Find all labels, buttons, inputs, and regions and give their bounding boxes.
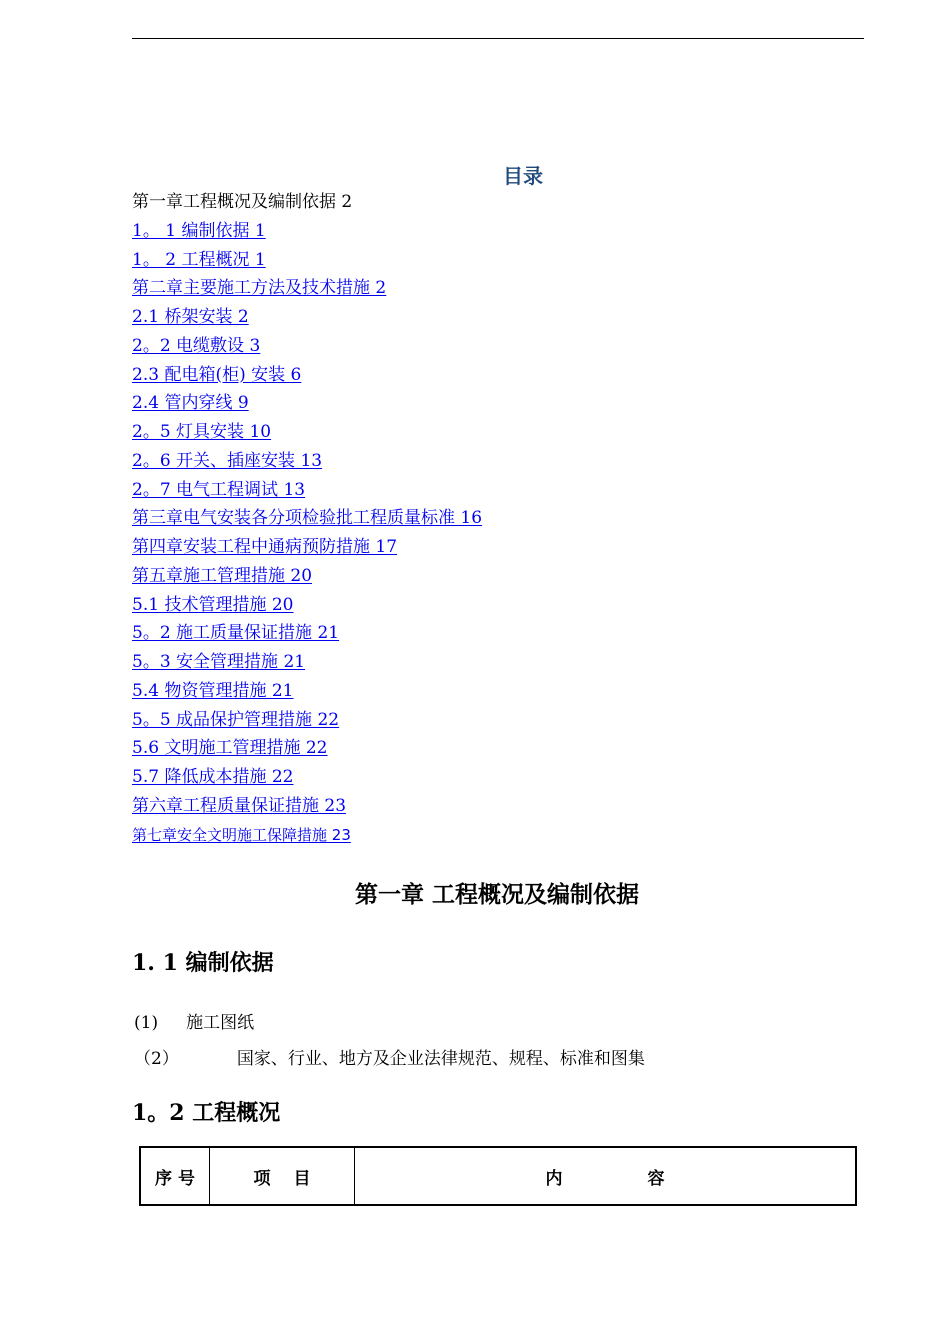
basis-item-1 (134, 1008, 254, 1033)
basis-item-number: （2） (134, 1049, 179, 1069)
toc-entry-19[interactable]: 5.6 文明施工管理措施 22 (132, 738, 328, 759)
header-rule (132, 38, 864, 39)
toc-entry-21[interactable]: 第六章工程质量保证措施 23 (132, 795, 347, 816)
header-serial: 序 号 (140, 1147, 210, 1205)
table-of-contents (132, 188, 482, 849)
overview-table (139, 1146, 857, 1206)
toc-entry-8[interactable]: 2。5 灯具安装 10 (132, 422, 272, 442)
toc-entry-7[interactable]: 2.4 管内穿线 9 (132, 393, 249, 414)
basis-item-2 (134, 1044, 645, 1069)
toc-entry-20[interactable]: 5.7 降低成本措施 22 (132, 767, 294, 787)
toc-entry-18[interactable]: 5。5 成品保护管理措施 22 (132, 709, 340, 730)
basis-item-number: (1) (134, 1013, 159, 1033)
section-heading-basis: 1. 1 编制依据 (132, 950, 274, 976)
toc-entry-12[interactable]: 第四章安装工程中通病预防措施 17 (132, 537, 398, 557)
toc-entry-9[interactable]: 2。6 开关、插座安装 13 (132, 450, 323, 471)
header-content: 内 容 (355, 1147, 857, 1205)
basis-item-text: 国家、行业、地方及企业法律规范、规程、标准和图集 (236, 1049, 645, 1069)
toc-entry-16[interactable]: 5。3 安全管理措施 21 (132, 652, 306, 672)
toc-entry-1[interactable]: 1。 1 编制依据 1 (132, 220, 266, 241)
table-header-row (140, 1147, 856, 1205)
section-heading-overview: 1。2 工程概况 (132, 1100, 281, 1126)
toc-entry-5[interactable]: 2。2 电缆敷设 3 (132, 335, 261, 356)
toc-entry-14[interactable]: 5.1 技术管理措施 20 (132, 594, 294, 615)
basis-item-text: 施工图纸 (186, 1013, 255, 1033)
toc-entry-3[interactable]: 第二章主要施工方法及技术措施 2 (132, 278, 387, 299)
toc-entry-2[interactable]: 1。 2 工程概况 1 (132, 249, 266, 270)
toc-entry-11[interactable]: 第三章电气安装各分项检验批工程质量标准 16 (132, 508, 483, 529)
toc-title: 目录 (503, 164, 543, 188)
chapter-heading: 第一章 工程概况及编制依据 (354, 881, 639, 908)
toc-entry-22[interactable]: 第七章安全文明施工保障措施 23 (132, 825, 351, 844)
toc-entry-13[interactable]: 第五章施工管理措施 20 (132, 565, 313, 586)
toc-entry-15[interactable]: 5。2 施工质量保证措施 21 (132, 623, 340, 644)
toc-entry-17[interactable]: 5.4 物资管理措施 21 (132, 680, 294, 701)
toc-entry-4[interactable]: 2.1 桥架安装 2 (132, 307, 249, 327)
toc-entry-0: 第一章工程概况及编制依据 2 (132, 192, 353, 212)
header-item: 项 目 (210, 1147, 355, 1205)
toc-entry-6[interactable]: 2.3 配电箱(柜) 安装 6 (132, 364, 302, 385)
toc-entry-10[interactable]: 2。7 电气工程调试 13 (132, 479, 306, 500)
